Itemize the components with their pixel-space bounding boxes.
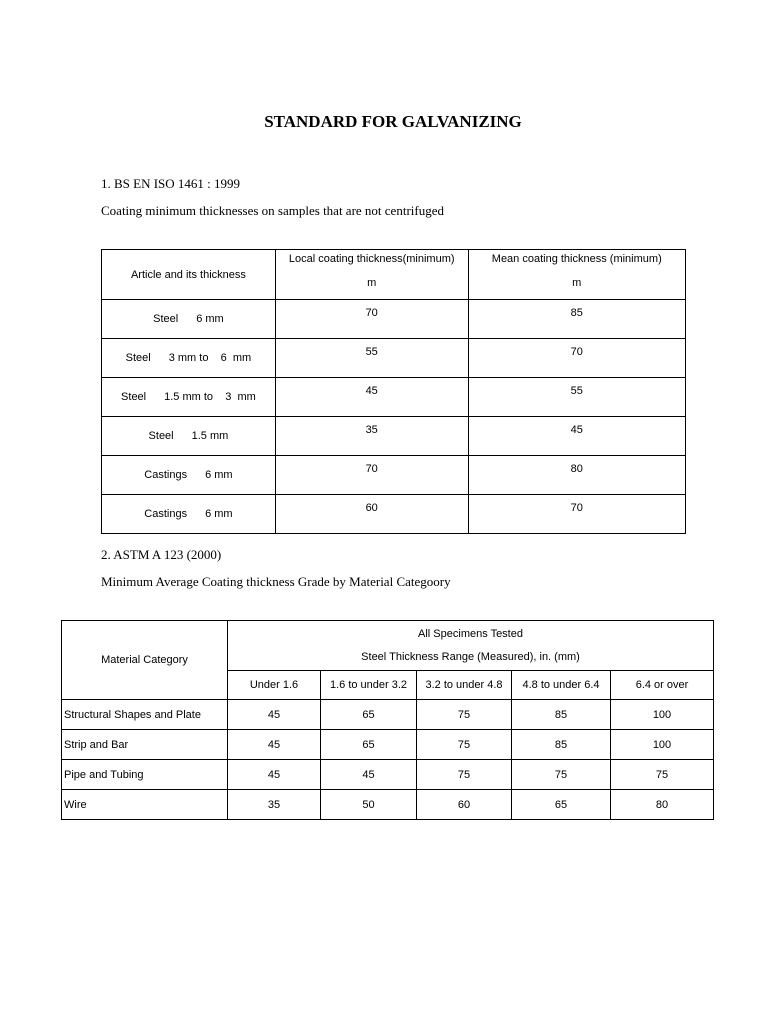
header-col-1: Under 1.6 — [228, 671, 321, 700]
header-col-2: 1.6 to under 3.2 — [321, 671, 417, 700]
article-cell: Castings 6 mm — [102, 456, 276, 495]
article-cell: Steel 1.5 mm to 3 mm — [102, 378, 276, 417]
value-cell: 50 — [321, 790, 417, 820]
mean-cell: 45 — [468, 417, 685, 456]
value-cell: 80 — [611, 790, 714, 820]
table-row — [102, 300, 686, 339]
header-all-specimens-label: All Specimens Tested — [418, 627, 523, 640]
header-mean-label: Mean coating thickness (minimum) — [491, 252, 662, 265]
value-cell: 65 — [321, 700, 417, 730]
mean-cell: 70 — [468, 339, 685, 378]
header-local-label: Local coating thickness(minimum) — [288, 252, 455, 265]
header-mean-unit: m — [572, 276, 582, 289]
value-cell: 60 — [417, 790, 512, 820]
header-local-unit: m — [367, 276, 377, 289]
coating-thickness-table — [101, 249, 686, 534]
local-cell: 55 — [275, 339, 468, 378]
table-row — [62, 760, 714, 790]
value-cell: 85 — [512, 730, 611, 760]
table-row — [62, 790, 714, 820]
value-cell: 75 — [417, 760, 512, 790]
local-cell: 45 — [275, 378, 468, 417]
value-cell: 45 — [228, 730, 321, 760]
local-cell: 35 — [275, 417, 468, 456]
section2-subheading: Minimum Average Coating thickness Grade by Material Categoory — [101, 574, 451, 589]
header-range-label: Steel Thickness Range (Measured), in. (mm) — [361, 650, 580, 663]
value-cell: 65 — [321, 730, 417, 760]
value-cell: 100 — [611, 700, 714, 730]
header-local — [275, 250, 468, 300]
table-row — [102, 417, 686, 456]
article-cell: Steel 6 mm — [102, 300, 276, 339]
header-article: Article and its thickness — [102, 250, 276, 300]
header-material-category: Material Category — [62, 621, 228, 700]
mean-cell: 80 — [468, 456, 685, 495]
value-cell: 65 — [512, 790, 611, 820]
local-cell: 70 — [275, 456, 468, 495]
page-title: STANDARD FOR GALVANIZING — [264, 112, 522, 131]
value-cell: 45 — [228, 700, 321, 730]
value-cell: 75 — [512, 760, 611, 790]
value-cell: 45 — [228, 760, 321, 790]
value-cell: 75 — [417, 730, 512, 760]
value-cell: 100 — [611, 730, 714, 760]
table-row — [102, 456, 686, 495]
header-col-4: 4.8 to under 6.4 — [512, 671, 611, 700]
section1-heading: 1. BS EN ISO 1461 : 1999 — [101, 176, 241, 191]
header-col-3: 3.2 to under 4.8 — [417, 671, 512, 700]
table-row — [102, 339, 686, 378]
mean-cell: 55 — [468, 378, 685, 417]
category-cell: Structural Shapes and Plate — [62, 700, 228, 730]
value-cell: 85 — [512, 700, 611, 730]
article-cell: Steel 3 mm to 6 mm — [102, 339, 276, 378]
article-cell: Castings 6 mm — [102, 495, 276, 534]
article-cell: Steel 1.5 mm — [102, 417, 276, 456]
value-cell: 75 — [611, 760, 714, 790]
table-header-row — [62, 621, 714, 671]
value-cell: 75 — [417, 700, 512, 730]
value-cell: 45 — [321, 760, 417, 790]
category-cell: Strip and Bar — [62, 730, 228, 760]
table-row — [102, 495, 686, 534]
header-mean — [468, 250, 685, 300]
table-row — [62, 730, 714, 760]
category-cell: Wire — [62, 790, 228, 820]
value-cell: 35 — [228, 790, 321, 820]
mean-cell: 85 — [468, 300, 685, 339]
section1-subheading: Coating minimum thicknesses on samples that are not centrifuged — [101, 203, 444, 218]
local-cell: 60 — [275, 495, 468, 534]
category-cell: Pipe and Tubing — [62, 760, 228, 790]
mean-cell: 70 — [468, 495, 685, 534]
header-all-specimens — [228, 621, 714, 671]
local-cell: 70 — [275, 300, 468, 339]
table-row — [62, 700, 714, 730]
table-header-row — [102, 250, 686, 300]
header-col-5: 6.4 or over — [611, 671, 714, 700]
table-row — [102, 378, 686, 417]
astm-coating-table — [61, 620, 714, 820]
section2-heading: 2. ASTM A 123 (2000) — [101, 547, 222, 562]
